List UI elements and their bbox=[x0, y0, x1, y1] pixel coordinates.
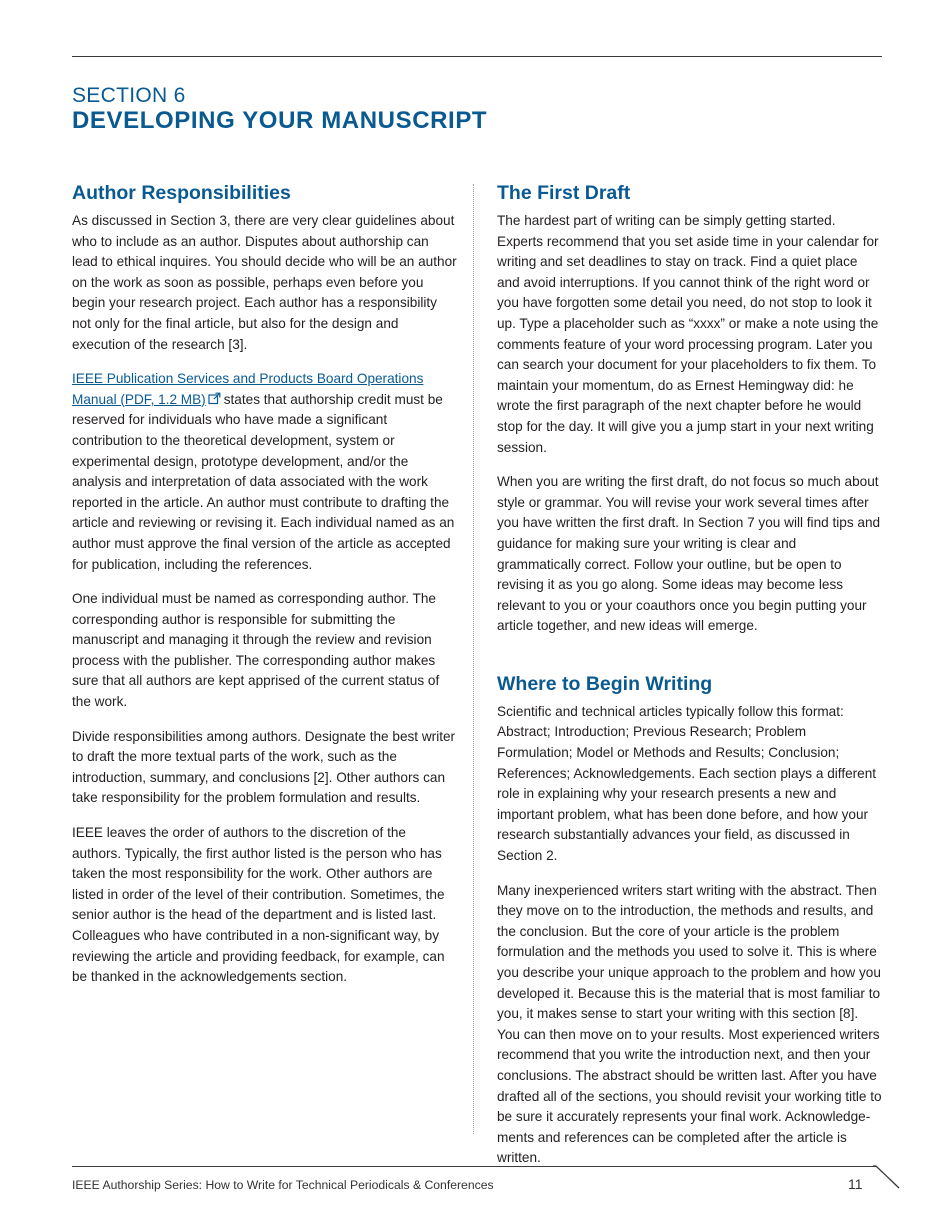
page-number: 11 bbox=[848, 1176, 863, 1192]
column-divider bbox=[473, 184, 474, 1134]
paragraph: The hardest part of writing can be simply getting started. Experts recommend that you set aside time in your calendar for writing and set deadlines to stay on track. Find a quiet place and avoid interruptions. If you cannot think of the right word or you have forgotten some detail you need, do not stop to look it up. Type a placeholder such as “xxxx” or make a note using the comments feature of your word processing program. Later you can search your document for your placeholders to fix them. To maintain your momentum, do as Ernest Hemingway did: he wrote the first paragraph of the next chapter before he would stop for the day. It will give you a jump start in your next writing session. bbox=[497, 213, 879, 455]
where-to-begin-heading: Where to Begin Writing bbox=[497, 672, 713, 695]
paragraph: IEEE leaves the order of authors to the discretion of the authors. Typically, the first author listed is the person who has taken the most responsibility for the work. Other authors are listed in order of the level of their contribution. Sometimes, the senior author is the head of the department and is listed last. Colleagues who have contributed in a non-significant way, by reviewing the article and providing feedback, for example, can be thanked in the acknowledgements section. bbox=[72, 825, 445, 985]
paragraph: Scientific and technical articles typically follow this format: Abstract; Introduction; Previous Research; Problem Formulation; Model or Methods and Results; Conclusion; References; Acknowledgements. Each section plays a different role in explaining why your research presents a new and important problem, what has been done before, and how your research substantially advances your field, as discussed in Section 2. bbox=[497, 703, 877, 864]
first-draft-heading: The First Draft bbox=[497, 182, 631, 204]
top-rule bbox=[72, 56, 882, 57]
external-link-icon bbox=[208, 391, 221, 404]
operations-manual-link[interactable]: IEEE Publication Services and Products Board Operations Manual (PDF, 1.2 MB) bbox=[72, 371, 424, 407]
paragraph: Divide responsibilities among authors. Designate the best writer to draft the more textual parts of the work, such as the introduction, summary, and conclusions [2]. Other authors can take responsibility for the problem formulation and results. bbox=[72, 728, 456, 806]
section-label: SECTION 6 bbox=[72, 84, 186, 107]
paragraph: One individual must be named as corresponding author. The corresponding author is responsible for submitting the manuscript and managing it through the review and revision process with the publisher. The corresponding author makes sure that all authors are kept apprised of the current status of the work. bbox=[72, 591, 440, 710]
paragraph: When you are writing the first draft, do not focus so much about style or grammar. You will revise your work several times after you have written the first draft. In Section 7 you will find tips and guidance for making sure your writing is clear and grammatically correct. Follow your outline, but be open to revising it as you go along. Some ideas may become less relevant to you or your coauthors once you begin putting your article together, and new ideas will emerge. bbox=[497, 474, 881, 634]
footer-corner-mark bbox=[873, 1165, 901, 1189]
paragraph: As discussed in Section 3, there are very clear guidelines about who to include as an author. Disputes about authorship can lead to ethical inquires. You should decide who will be an author on the work as soon as possible, perhaps even before you begin your research project. Each author has a responsibility not only for the final article, but also for the design and execution of the research [3]. bbox=[72, 213, 457, 352]
footer-rule bbox=[72, 1166, 876, 1167]
paragraph: Many inexperienced writers start writing with the abstract. Then they move on to the introduction, the methods and results, and the conclusion. But the core of your article is the problem formulation and the methods you used to solve it. This is where you describe your unique approach to the problem and how you developed it. Because this is the material that is most familiar to you, it makes sense to start your writing with this section [8]. You can then move on to your results. Most experienced writers recommend that you write the introduction next, and then your conclusions. The abstract should be written last. After you have drafted all of the sections, you should revisit your working title to be sure it accurately represents your final work. Acknowledge-ments and references can be completed after the article is written. bbox=[497, 882, 882, 1166]
right-column bbox=[497, 180, 882, 1183]
paragraph-text: states that authorship credit must be reserved for individuals who have made a significant contribution to the theoretical development, system or experimental design, prototype development, and/or the analysis and interpretation of data associated with the work reported in the article. An author must contribute to drafting the article and reviewing or revising it. Each individual named as an author must approve the final version of the article as accepted for publication, including the references. bbox=[72, 391, 455, 572]
footer-series-title: IEEE Authorship Series: How to Write for Technical Periodicals & Conferences bbox=[72, 1178, 494, 1192]
page-title: DEVELOPING YOUR MANUSCRIPT bbox=[72, 107, 488, 134]
author-responsibilities-heading: Author Responsibilities bbox=[72, 182, 291, 204]
left-column bbox=[72, 180, 457, 1002]
paragraph-with-link bbox=[72, 369, 457, 575]
